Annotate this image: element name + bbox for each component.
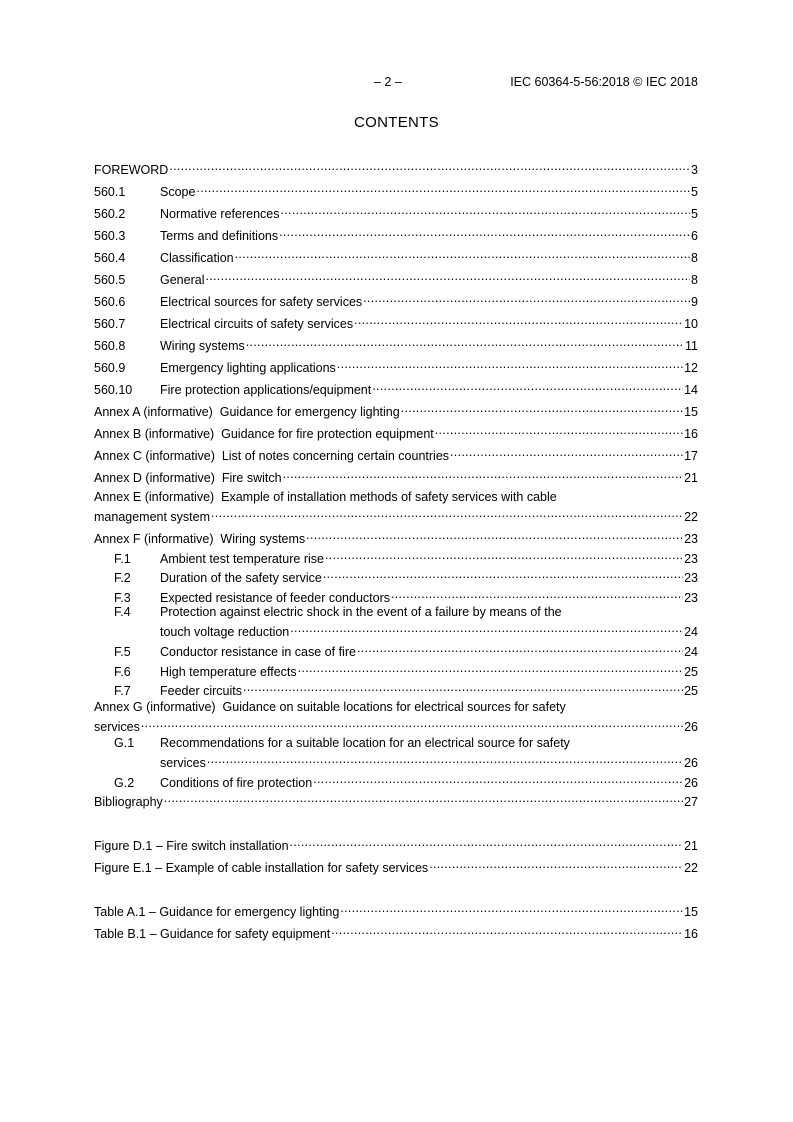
toc-entry[interactable] <box>94 356 698 378</box>
clause-number: 560.10 <box>94 383 133 397</box>
dot-leader <box>290 620 683 636</box>
toc-entry-text: touch voltage reduction <box>160 625 290 639</box>
toc-page-number: 14 <box>684 383 698 397</box>
toc-entry[interactable] <box>94 378 698 400</box>
toc-page-number: 26 <box>684 775 698 790</box>
toc-entry-text: General <box>160 273 205 287</box>
toc-entry[interactable] <box>94 679 698 699</box>
clause-number: F.5 <box>114 645 131 659</box>
dot-leader <box>331 922 683 938</box>
toc-entry-foreword[interactable] <box>94 158 698 180</box>
clause-number: 560.6 <box>94 295 126 309</box>
toc-entry[interactable] <box>94 586 698 606</box>
dot-leader <box>323 566 683 582</box>
toc-entry-text: Annex F (informative) Wiring systems <box>94 532 306 546</box>
dot-leader <box>141 715 683 731</box>
clause-number: 560.8 <box>94 339 126 353</box>
dot-leader <box>401 400 683 416</box>
toc-entry-text: Electrical circuits of safety services <box>160 317 354 331</box>
toc-page-number: 8 <box>691 251 698 265</box>
figure-list-entry[interactable] <box>94 834 698 856</box>
clause-number: F.4 <box>114 605 131 619</box>
toc-page-number: 5 <box>691 185 698 199</box>
toc-entry-text: Emergency lighting applications <box>160 361 336 375</box>
toc-entry-text: Fire protection applications/equipment <box>160 383 372 397</box>
dot-leader <box>372 378 683 394</box>
dot-leader <box>450 444 683 460</box>
toc-page-number: 11 <box>685 339 698 353</box>
clause-number: 560.4 <box>94 251 126 265</box>
spacer <box>94 812 698 834</box>
dot-leader <box>164 790 683 806</box>
toc-entry[interactable] <box>94 312 698 334</box>
toc-entry[interactable] <box>94 268 698 290</box>
dot-leader <box>243 679 683 695</box>
document-reference: IEC 60364-5-56:2018 © IEC 2018 <box>510 75 698 89</box>
toc-entry-text: Table A.1 – Guidance for emergency lighting <box>94 905 340 919</box>
toc-entry[interactable] <box>94 660 698 680</box>
toc-entry[interactable] <box>94 180 698 202</box>
toc-entry[interactable] <box>94 246 698 268</box>
dot-leader <box>391 586 683 602</box>
clause-number: F.1 <box>114 551 131 566</box>
clause-number: 560.7 <box>94 317 126 331</box>
toc-entry-text: Annex A (informative) Guidance for emergency lighting <box>94 405 400 419</box>
clause-number: G.1 <box>114 735 135 750</box>
toc-entry-annex-d[interactable] <box>94 466 698 488</box>
toc-entry-text: services <box>94 719 140 734</box>
dot-leader <box>337 356 683 372</box>
dot-leader <box>169 158 690 174</box>
toc-entry-text: Annex C (informative) List of notes concerning certain countries <box>94 449 450 463</box>
toc-entry-text: Electrical sources for safety services <box>160 295 363 309</box>
toc-page-number: 5 <box>691 207 698 221</box>
clause-number: F.6 <box>114 664 131 679</box>
dot-leader <box>354 312 683 328</box>
toc-page-number: 6 <box>691 229 698 243</box>
toc-page-number: 26 <box>684 719 698 734</box>
toc-entry-text: Terms and definitions <box>160 229 279 243</box>
toc-page-number: 24 <box>684 625 698 639</box>
toc-entry-text: Ambient test temperature rise <box>160 551 324 566</box>
dot-leader <box>313 771 683 787</box>
toc-entry-text: Figure D.1 – Fire switch installation <box>94 839 289 853</box>
toc-entry[interactable] <box>94 334 698 356</box>
toc-entry-text: High temperature effects <box>160 664 297 679</box>
dot-leader <box>290 834 684 850</box>
dot-leader <box>205 268 690 284</box>
clause-number: 560.5 <box>94 273 126 287</box>
clause-number: F.3 <box>114 590 131 605</box>
toc-entry-annex-e[interactable] <box>94 488 698 524</box>
table-list-entry[interactable] <box>94 900 698 922</box>
toc-entry-annex-f[interactable] <box>94 527 698 547</box>
toc-entry-text: services <box>160 755 206 770</box>
table-list-entry[interactable] <box>94 922 698 944</box>
dot-leader <box>357 640 683 656</box>
toc-entry-text: Annex D (informative) Fire switch <box>94 471 282 485</box>
toc-entry[interactable] <box>94 566 698 586</box>
toc-entry-text: Scope <box>160 185 196 199</box>
toc-entry-text-line1: Annex G (informative) Guidance on suitable locations for electrical sources for safety <box>94 699 566 714</box>
toc-page-number: 23 <box>684 551 698 566</box>
toc-page-number: 16 <box>684 427 698 441</box>
clause-number: G.2 <box>114 775 135 790</box>
dot-leader <box>298 660 683 676</box>
toc-page-number: 21 <box>684 839 698 853</box>
toc-entry-text-line1: Protection against electric shock in the event of a failure by means of the <box>160 605 562 619</box>
toc-page-number: 3 <box>691 163 698 177</box>
toc-entry-text: Bibliography <box>94 795 163 809</box>
dot-leader <box>283 466 684 482</box>
toc-entry-text: Conductor resistance in case of fire <box>160 645 356 659</box>
toc-page-number: 16 <box>684 927 698 941</box>
spacer <box>94 878 698 900</box>
page-header <box>94 75 698 93</box>
toc-entry-text: management system <box>94 510 211 524</box>
clause-number: F.7 <box>114 684 131 698</box>
toc-page-number: 23 <box>684 532 698 546</box>
toc-entry-text: Figure E.1 – Example of cable installation for safety services <box>94 861 429 875</box>
toc-entry-annex-b[interactable] <box>94 422 698 444</box>
clause-number: F.2 <box>114 571 131 585</box>
toc-entry-bibliography[interactable] <box>94 790 698 812</box>
table-of-contents <box>94 158 698 944</box>
toc-page-number: 21 <box>684 471 698 485</box>
toc-page-number: 17 <box>684 449 698 463</box>
toc-page-number: 10 <box>684 317 698 331</box>
clause-number: 560.1 <box>94 185 126 199</box>
toc-entry[interactable] <box>94 735 698 770</box>
toc-page-number: 22 <box>684 861 698 875</box>
dot-leader <box>325 547 683 563</box>
toc-entry[interactable] <box>94 640 698 660</box>
dot-leader <box>196 180 690 196</box>
dot-leader <box>429 856 683 872</box>
toc-page-number: 27 <box>684 795 698 809</box>
toc-page-number: 8 <box>691 273 698 287</box>
toc-entry[interactable] <box>94 224 698 246</box>
toc-entry[interactable] <box>94 605 698 639</box>
dot-leader <box>340 900 683 916</box>
toc-entry-text: Duration of the safety service <box>160 571 322 585</box>
toc-entry[interactable] <box>94 771 698 791</box>
clause-number: 560.3 <box>94 229 126 243</box>
toc-entry-text-line1: Recommendations for a suitable location for an electrical source for safety <box>160 735 570 750</box>
figure-list-entry[interactable] <box>94 856 698 878</box>
toc-entry-annex-g[interactable] <box>94 699 698 734</box>
toc-page-number: 23 <box>684 590 698 605</box>
toc-entry-text: Normative references <box>160 207 280 221</box>
toc-entry-text-line1: Annex E (informative) Example of installation methods of safety services with cable <box>94 490 557 504</box>
toc-page-number: 23 <box>684 571 698 585</box>
toc-entry-text: Classification <box>160 251 234 265</box>
toc-entry-text: FOREWORD <box>94 163 169 177</box>
toc-entry-text: Conditions of fire protection <box>160 775 313 790</box>
clause-number: 560.9 <box>94 361 126 375</box>
toc-page-number: 15 <box>684 405 698 419</box>
toc-page-number: 25 <box>684 664 698 679</box>
toc-page-number: 15 <box>684 905 698 919</box>
toc-page-number: 24 <box>684 645 698 659</box>
page-number: – 2 – <box>374 75 402 89</box>
toc-entry[interactable] <box>94 290 698 312</box>
clause-number: 560.2 <box>94 207 126 221</box>
dot-leader <box>435 422 683 438</box>
toc-entry-text: Annex B (informative) Guidance for fire protection equipment <box>94 427 434 441</box>
toc-entry[interactable] <box>94 202 698 224</box>
toc-entry-annex-a[interactable] <box>94 400 698 422</box>
toc-entry[interactable] <box>94 547 698 567</box>
dot-leader <box>246 334 684 350</box>
toc-entry-text: Expected resistance of feeder conductors <box>160 590 390 605</box>
toc-entry-annex-c[interactable] <box>94 444 698 466</box>
dot-leader <box>211 505 683 521</box>
dot-leader <box>279 224 690 240</box>
toc-page-number: 22 <box>684 510 698 524</box>
toc-page-number: 12 <box>684 361 698 375</box>
dot-leader <box>207 751 683 767</box>
dot-leader <box>235 246 690 262</box>
toc-entry-text: Wiring systems <box>160 339 245 353</box>
toc-entry-text: Feeder circuits <box>160 684 242 698</box>
toc-page-number: 9 <box>691 295 698 309</box>
toc-page-number: 25 <box>684 684 698 698</box>
toc-page-number: 26 <box>684 755 698 770</box>
dot-leader <box>306 527 683 543</box>
dot-leader <box>363 290 690 306</box>
page-title: CONTENTS <box>354 114 439 131</box>
dot-leader <box>281 202 691 218</box>
toc-entry-text: Table B.1 – Guidance for safety equipment <box>94 927 331 941</box>
